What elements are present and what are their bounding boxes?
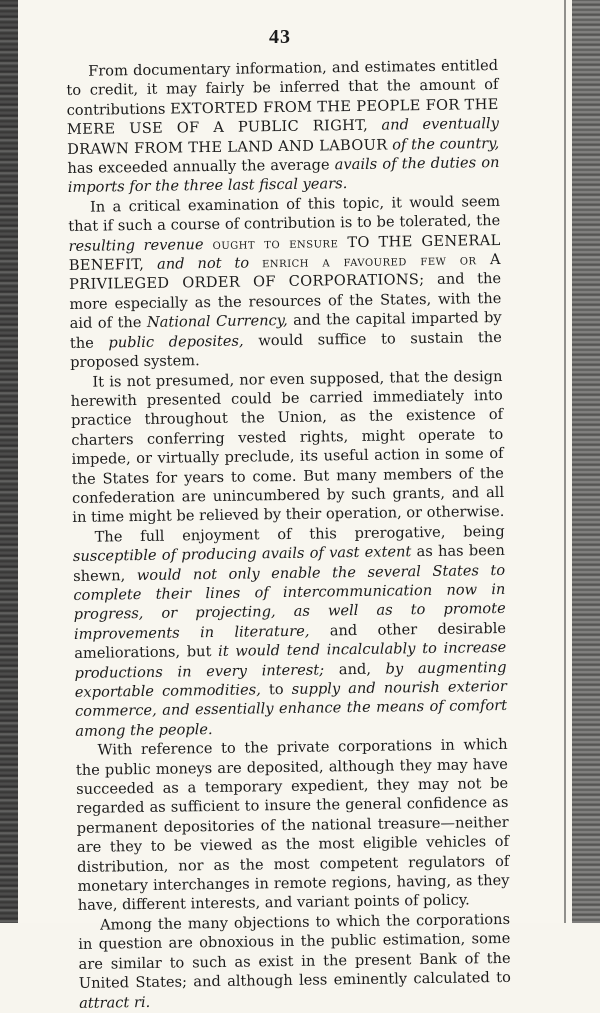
body-text: [66, 56, 511, 1013]
text-segment: and the capital imparted by the: [69, 309, 502, 352]
text-segment: and other desirable ameliorations, but: [74, 619, 507, 663]
right-page-edge: [564, 0, 566, 923]
text-segment: ought to ensure: [203, 233, 348, 253]
paragraph: [66, 56, 500, 198]
text-segment: would not only enable the several States to complete their lines of intercommunication now in progress, or projecting, as well as to promote improvements in literature,: [73, 561, 506, 643]
text-segment: it would tend incalculably to increase productions in every interest;: [74, 639, 507, 682]
text-segment: supply and nourish exterior commerce, and essentially enhance the means of comfort among the people.: [74, 677, 508, 740]
paragraph: [68, 192, 502, 373]
text-segment: of the country,: [387, 134, 500, 154]
right-scan-edge: [572, 0, 600, 923]
text-segment: and eventually: [367, 115, 500, 135]
text-segment: National Currency,: [146, 312, 288, 332]
left-scan-edge: [0, 0, 18, 923]
paragraph: [75, 735, 509, 916]
text-segment: It is not presumed, nor even supposed, that the design herewith presented could be carried immediately into practice throughout the Union, as the existence of charters conferring vested rights, might operate to impede, or virtually preclude, its useful action in some of the States for years to come. But many members of the confederation are unincumbered by such grants, and all in time might be relieved by their operation, or otherwise.: [70, 367, 505, 527]
text-segment: attract ri.: [79, 993, 151, 1012]
text-segment: In a critical examination of this topic, it would seem that if such a course of contribution is to be tolerated, the: [68, 192, 501, 236]
text-segment: DRAWN FROM THE LAND AND LABOUR: [67, 136, 388, 158]
text-segment: Among the many objections to which the corporations in question are obnoxious in the public estimation, some are similar to such as exist in the present Bank of the United States; and although less eminently calculated to: [78, 910, 511, 993]
text-segment: and,: [323, 660, 386, 679]
text-segment: by augmenting exportable commodities,: [74, 658, 507, 701]
text-segment: as has been shewn,: [73, 542, 505, 585]
text-segment: A PRIVILEGED ORDER OF CORPORATIONS;: [68, 251, 501, 294]
text-segment: From documentary information, and estimates entitled to credit, it may fairly be inferred that the amount of contributions: [66, 56, 499, 119]
paragraph: [78, 910, 511, 1013]
text-segment: The full enjoyment of this prerogative, being: [94, 522, 505, 546]
text-segment: With reference to the private corporations in which the public moneys are deposited, although they may have succeeded as a temporary expedient, they may not be regarded as sufficient to insure the general confidence as permanent depositories of the national treasure—neither are they to be viewed as the most eligible vehicles of distribution, nor as the most competent regulators of monetary interchanges in remote regions, having, as they have, different interests, and variant points of policy.: [75, 736, 510, 915]
text-segment: EXTORTED FROM THE PEOPLE FOR THE MERE USE OF A PUBLIC RIGHT,: [66, 95, 499, 139]
text-segment: has exceeded annually the average: [67, 156, 335, 178]
text-segment: enrich a favoured few or: [261, 251, 491, 272]
text-segment: TO THE GENERAL BENEFIT,: [68, 231, 501, 275]
page-number: 43: [269, 26, 291, 48]
text-segment: and the more especially as the resources of the States, with the aid of the: [69, 270, 502, 333]
text-segment: resulting revenue: [68, 235, 204, 255]
paragraph: [70, 366, 504, 527]
text-segment: to: [260, 680, 292, 699]
paragraph: [73, 522, 508, 741]
text-segment: public deposites,: [108, 332, 244, 352]
text-segment: susceptible of producing avails of vast extent: [72, 543, 412, 566]
text-segment: avails of the duties on imports for the three last fiscal years.: [67, 153, 500, 197]
text-segment: and not to: [144, 254, 263, 273]
text-segment: would suffice to sustain the proposed system.: [70, 328, 503, 372]
